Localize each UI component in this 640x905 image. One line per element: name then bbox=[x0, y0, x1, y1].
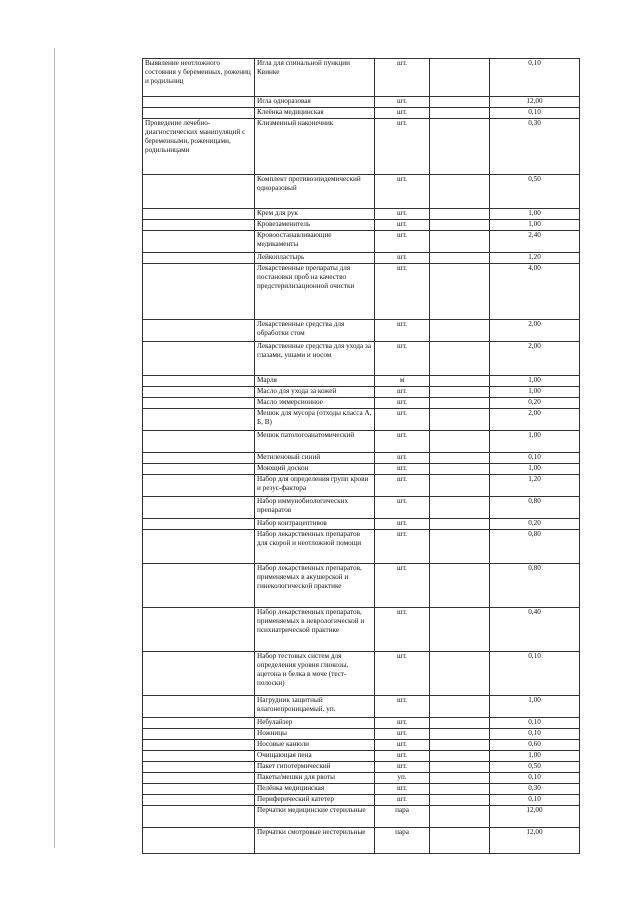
item-name-cell: Крем для рук bbox=[255, 209, 375, 220]
empty-cell bbox=[430, 376, 490, 387]
quantity-cell: 12,00 bbox=[490, 97, 580, 108]
unit-cell: шт. bbox=[375, 342, 430, 376]
table-row bbox=[143, 409, 580, 431]
empty-cell bbox=[430, 806, 490, 828]
unit-cell: шт. bbox=[375, 464, 430, 475]
quantity-cell: 1,00 bbox=[490, 464, 580, 475]
table-row bbox=[143, 795, 580, 806]
unit-cell: шт. bbox=[375, 608, 430, 652]
procedure-cell bbox=[143, 740, 255, 751]
unit-cell: шт. bbox=[375, 209, 430, 220]
unit-cell: шт. bbox=[375, 652, 430, 696]
unit-cell: шт. bbox=[375, 398, 430, 409]
quantity-cell: 1,20 bbox=[490, 253, 580, 264]
item-name-cell: Лекарственные средства для обработки стом bbox=[255, 320, 375, 342]
empty-cell bbox=[430, 530, 490, 564]
empty-cell bbox=[430, 320, 490, 342]
table-row bbox=[143, 718, 580, 729]
item-name-cell: Набор для определения групп крови и резус-фактора bbox=[255, 475, 375, 497]
procedure-cell bbox=[143, 175, 255, 209]
empty-cell bbox=[430, 398, 490, 409]
empty-cell bbox=[430, 828, 490, 854]
unit-cell: шт. bbox=[375, 564, 430, 608]
procedure-cell bbox=[143, 97, 255, 108]
quantity-cell: 1,00 bbox=[490, 696, 580, 718]
table-row bbox=[143, 398, 580, 409]
table-row bbox=[143, 806, 580, 828]
table-row bbox=[143, 608, 580, 652]
unit-cell: шт. bbox=[375, 718, 430, 729]
item-name-cell: Носовые канюли bbox=[255, 740, 375, 751]
empty-cell bbox=[430, 519, 490, 530]
procedure-cell bbox=[143, 828, 255, 854]
item-name-cell: Набор лекарственных препаратов, применяемых в неврологической и психиатрической практике bbox=[255, 608, 375, 652]
procedure-cell bbox=[143, 718, 255, 729]
item-name-cell: Набор иммунобиологических препаратов bbox=[255, 497, 375, 519]
table-row bbox=[143, 564, 580, 608]
unit-cell: уп. bbox=[375, 773, 430, 784]
empty-cell bbox=[430, 608, 490, 652]
table-row bbox=[143, 497, 580, 519]
table-row bbox=[143, 475, 580, 497]
item-name-cell: Мешок патологоанатомический bbox=[255, 431, 375, 453]
procedure-cell bbox=[143, 652, 255, 696]
empty-cell bbox=[430, 220, 490, 231]
unit-cell: шт. bbox=[375, 231, 430, 253]
unit-cell: шт. bbox=[375, 320, 430, 342]
supplies-table bbox=[142, 58, 580, 854]
table-row bbox=[143, 530, 580, 564]
empty-cell bbox=[430, 729, 490, 740]
quantity-cell: 0,30 bbox=[490, 784, 580, 795]
item-name-cell: Лекарственные средства для ухода за глазами, ушами и носом bbox=[255, 342, 375, 376]
empty-cell bbox=[430, 795, 490, 806]
quantity-cell: 0,80 bbox=[490, 497, 580, 519]
supplies-table-body bbox=[143, 59, 580, 854]
table-row bbox=[143, 828, 580, 854]
procedure-cell bbox=[143, 398, 255, 409]
item-name-cell: Моющий доскон bbox=[255, 464, 375, 475]
quantity-cell: 0,10 bbox=[490, 773, 580, 784]
item-name-cell: Масло для ухода за кожей bbox=[255, 387, 375, 398]
item-name-cell: Пакеты/мешки для рвоты bbox=[255, 773, 375, 784]
quantity-cell: 0,50 bbox=[490, 762, 580, 773]
table-row bbox=[143, 387, 580, 398]
empty-cell bbox=[430, 431, 490, 453]
empty-cell bbox=[430, 97, 490, 108]
empty-cell bbox=[430, 762, 490, 773]
procedure-cell bbox=[143, 464, 255, 475]
quantity-cell: 0,50 bbox=[490, 175, 580, 209]
empty-cell bbox=[430, 453, 490, 464]
table-row bbox=[143, 696, 580, 718]
procedure-cell bbox=[143, 784, 255, 795]
procedure-cell bbox=[143, 519, 255, 530]
item-name-cell: Мешок для мусора (отходы класса А, Б, В) bbox=[255, 409, 375, 431]
table-row bbox=[143, 97, 580, 108]
unit-cell: шт. bbox=[375, 729, 430, 740]
unit-cell: шт. bbox=[375, 696, 430, 718]
table-row bbox=[143, 729, 580, 740]
item-name-cell: Перчатки смотровые нестерильные bbox=[255, 828, 375, 854]
item-name-cell: Клизменный наконечник bbox=[255, 119, 375, 175]
item-name-cell: Лейкопластырь bbox=[255, 253, 375, 264]
empty-cell bbox=[430, 209, 490, 220]
unit-cell: шт. bbox=[375, 751, 430, 762]
quantity-cell: 0,10 bbox=[490, 108, 580, 119]
procedure-cell bbox=[143, 530, 255, 564]
procedure-cell bbox=[143, 409, 255, 431]
empty-cell bbox=[430, 696, 490, 718]
item-name-cell: Метиленовый синий bbox=[255, 453, 375, 464]
unit-cell: шт. bbox=[375, 519, 430, 530]
unit-cell: шт. bbox=[375, 97, 430, 108]
quantity-cell: 12,00 bbox=[490, 828, 580, 854]
procedure-cell bbox=[143, 220, 255, 231]
procedure-cell bbox=[143, 475, 255, 497]
procedure-cell bbox=[143, 231, 255, 253]
item-name-cell: Набор лекарственных препаратов, применяемых в акушерской и гинекологической практике bbox=[255, 564, 375, 608]
table-row bbox=[143, 175, 580, 209]
item-name-cell: Пелёнка медицинская bbox=[255, 784, 375, 795]
unit-cell: шт. bbox=[375, 530, 430, 564]
empty-cell bbox=[430, 784, 490, 795]
empty-cell bbox=[430, 773, 490, 784]
empty-cell bbox=[430, 175, 490, 209]
quantity-cell: 1,00 bbox=[490, 220, 580, 231]
procedure-cell bbox=[143, 431, 255, 453]
empty-cell bbox=[430, 740, 490, 751]
unit-cell: шт. bbox=[375, 253, 430, 264]
empty-cell bbox=[430, 342, 490, 376]
procedure-cell bbox=[143, 762, 255, 773]
quantity-cell: 0,20 bbox=[490, 519, 580, 530]
item-name-cell: Кровезаменитель bbox=[255, 220, 375, 231]
procedure-cell bbox=[143, 608, 255, 652]
procedure-cell bbox=[143, 497, 255, 519]
procedure-cell bbox=[143, 806, 255, 828]
table-row bbox=[143, 773, 580, 784]
table-row bbox=[143, 762, 580, 773]
unit-cell: шт. bbox=[375, 387, 430, 398]
table-row bbox=[143, 220, 580, 231]
quantity-cell: 0,10 bbox=[490, 795, 580, 806]
table-row bbox=[143, 119, 580, 175]
item-name-cell: Игла одноразовая bbox=[255, 97, 375, 108]
unit-cell: шт. bbox=[375, 762, 430, 773]
item-name-cell: Набор тестовых систем для определения уровня глюкозы, ацетона и белка в моче (тест-полоски) bbox=[255, 652, 375, 696]
empty-cell bbox=[430, 652, 490, 696]
table-row bbox=[143, 519, 580, 530]
quantity-cell: 0,10 bbox=[490, 59, 580, 97]
item-name-cell: Масло эммерсионное bbox=[255, 398, 375, 409]
procedure-cell bbox=[143, 209, 255, 220]
table-row bbox=[143, 376, 580, 387]
item-name-cell: Игла для спинальной пункции Квинке bbox=[255, 59, 375, 97]
item-name-cell: Нагрудник защитный влагонепроницаемый, уп. bbox=[255, 696, 375, 718]
procedure-cell bbox=[143, 773, 255, 784]
unit-cell: м bbox=[375, 376, 430, 387]
table-row bbox=[143, 342, 580, 376]
procedure-cell bbox=[143, 376, 255, 387]
table-row bbox=[143, 231, 580, 253]
quantity-cell: 0,80 bbox=[490, 564, 580, 608]
item-name-cell: Клеёнка медицинская bbox=[255, 108, 375, 119]
unit-cell: шт. bbox=[375, 119, 430, 175]
procedure-cell bbox=[143, 729, 255, 740]
procedure-cell bbox=[143, 320, 255, 342]
empty-cell bbox=[430, 59, 490, 97]
unit-cell: шт. bbox=[375, 453, 430, 464]
table-row bbox=[143, 464, 580, 475]
empty-cell bbox=[430, 231, 490, 253]
quantity-cell: 2,00 bbox=[490, 320, 580, 342]
unit-cell: шт. bbox=[375, 475, 430, 497]
table-row bbox=[143, 751, 580, 762]
empty-cell bbox=[430, 464, 490, 475]
table-row bbox=[143, 59, 580, 97]
unit-cell: шт. bbox=[375, 264, 430, 320]
empty-cell bbox=[430, 264, 490, 320]
procedure-cell: Проведение лечебно-диагностических манипуляций с беременными, роженицами, родильницами bbox=[143, 119, 255, 175]
quantity-cell: 1,00 bbox=[490, 751, 580, 762]
empty-cell bbox=[430, 409, 490, 431]
quantity-cell: 1,20 bbox=[490, 475, 580, 497]
item-name-cell: Комплект противоэпидемический одноразовый bbox=[255, 175, 375, 209]
quantity-cell: 0,10 bbox=[490, 729, 580, 740]
unit-cell: пара bbox=[375, 828, 430, 854]
quantity-cell: 0,40 bbox=[490, 608, 580, 652]
procedure-cell bbox=[143, 696, 255, 718]
quantity-cell: 0,10 bbox=[490, 652, 580, 696]
quantity-cell: 0,30 bbox=[490, 119, 580, 175]
table-row bbox=[143, 784, 580, 795]
unit-cell: шт. bbox=[375, 175, 430, 209]
procedure-cell bbox=[143, 264, 255, 320]
unit-cell: шт. bbox=[375, 740, 430, 751]
table-row bbox=[143, 453, 580, 464]
unit-cell: шт. bbox=[375, 409, 430, 431]
unit-cell: шт. bbox=[375, 59, 430, 97]
item-name-cell: Набор контрацептивов bbox=[255, 519, 375, 530]
item-name-cell: Марля bbox=[255, 376, 375, 387]
quantity-cell: 0,10 bbox=[490, 453, 580, 464]
quantity-cell: 2,40 bbox=[490, 231, 580, 253]
quantity-cell: 1,00 bbox=[490, 387, 580, 398]
item-name-cell: Кровоостанавливающие медикаменты bbox=[255, 231, 375, 253]
unit-cell: пара bbox=[375, 806, 430, 828]
empty-cell bbox=[430, 751, 490, 762]
table-row bbox=[143, 740, 580, 751]
unit-cell: шт. bbox=[375, 795, 430, 806]
quantity-cell: 2,00 bbox=[490, 409, 580, 431]
procedure-cell bbox=[143, 253, 255, 264]
quantity-cell: 2,00 bbox=[490, 342, 580, 376]
empty-cell bbox=[430, 253, 490, 264]
item-name-cell: Лекарственные препараты для постановки проб на качество предстерилизационной очистки bbox=[255, 264, 375, 320]
quantity-cell: 1,00 bbox=[490, 376, 580, 387]
empty-cell bbox=[430, 387, 490, 398]
unit-cell: шт. bbox=[375, 431, 430, 453]
unit-cell: шт. bbox=[375, 497, 430, 519]
procedure-cell bbox=[143, 387, 255, 398]
table-row bbox=[143, 652, 580, 696]
procedure-cell bbox=[143, 564, 255, 608]
empty-cell bbox=[430, 718, 490, 729]
unit-cell: шт. bbox=[375, 220, 430, 231]
table-row bbox=[143, 320, 580, 342]
table-row bbox=[143, 431, 580, 453]
procedure-cell bbox=[143, 751, 255, 762]
item-name-cell: Пакет гипотермический bbox=[255, 762, 375, 773]
quantity-cell: 0,20 bbox=[490, 398, 580, 409]
quantity-cell: 0,60 bbox=[490, 740, 580, 751]
quantity-cell: 1,00 bbox=[490, 209, 580, 220]
procedure-cell bbox=[143, 342, 255, 376]
table-row bbox=[143, 108, 580, 119]
empty-cell bbox=[430, 108, 490, 119]
page-margin-line bbox=[54, 48, 55, 848]
quantity-cell: 0,80 bbox=[490, 530, 580, 564]
item-name-cell: Перчатки медицинские стерильные bbox=[255, 806, 375, 828]
item-name-cell: Периферический катетер bbox=[255, 795, 375, 806]
item-name-cell: Ножницы bbox=[255, 729, 375, 740]
procedure-cell bbox=[143, 453, 255, 464]
quantity-cell: 4,00 bbox=[490, 264, 580, 320]
table-row bbox=[143, 264, 580, 320]
quantity-cell: 12,00 bbox=[490, 806, 580, 828]
procedure-cell bbox=[143, 795, 255, 806]
item-name-cell: Небулайзер bbox=[255, 718, 375, 729]
empty-cell bbox=[430, 497, 490, 519]
empty-cell bbox=[430, 119, 490, 175]
item-name-cell: Набор лекарственных препаратов для скорой и неотложной помощи bbox=[255, 530, 375, 564]
procedure-cell: Выявление неотложного состояния у беременных, рожениц и родильниц bbox=[143, 59, 255, 97]
empty-cell bbox=[430, 564, 490, 608]
unit-cell: шт. bbox=[375, 108, 430, 119]
unit-cell: шт. bbox=[375, 784, 430, 795]
table-row bbox=[143, 209, 580, 220]
empty-cell bbox=[430, 475, 490, 497]
table-row bbox=[143, 253, 580, 264]
quantity-cell: 0,10 bbox=[490, 718, 580, 729]
item-name-cell: Очищающая пена bbox=[255, 751, 375, 762]
procedure-cell bbox=[143, 108, 255, 119]
quantity-cell: 1,00 bbox=[490, 431, 580, 453]
